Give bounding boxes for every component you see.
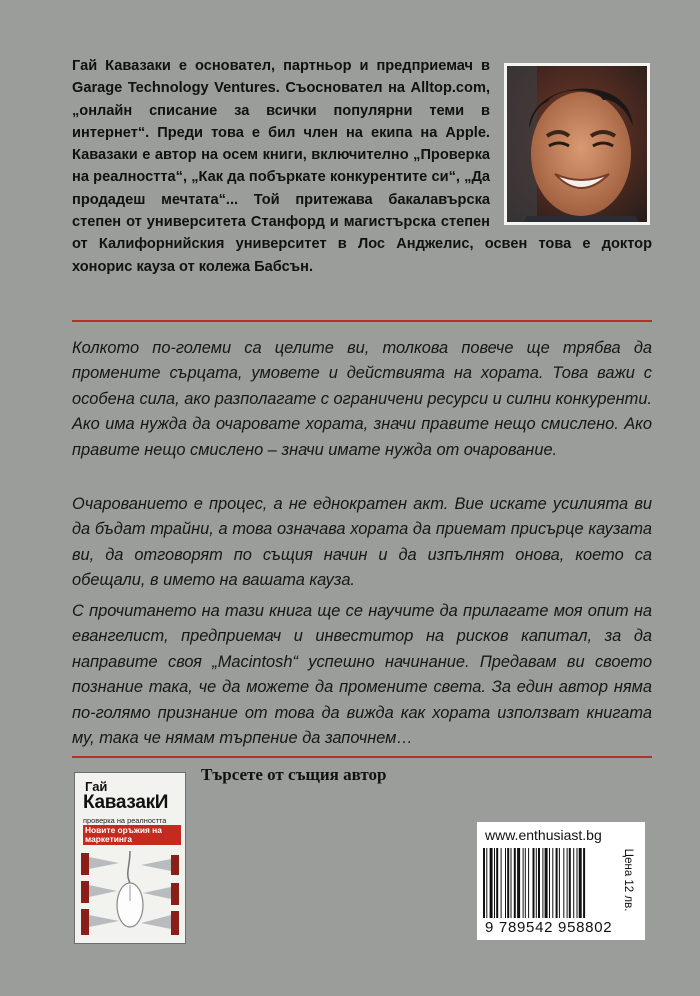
barcode-bar	[486, 848, 487, 918]
related-book-author-first: Гай	[85, 779, 108, 794]
barcode-bar	[559, 848, 560, 918]
publisher-url[interactable]: www.enthusiast.bg	[485, 827, 602, 843]
isbn-number: 9 789542 958802	[485, 919, 613, 936]
knives-and-mouse-illustration	[75, 847, 186, 944]
barcode-bar	[496, 848, 498, 918]
barcode-bar	[563, 848, 564, 918]
barcode-bar	[569, 848, 571, 918]
red-divider-top	[72, 320, 652, 322]
author-portrait-image	[507, 66, 647, 222]
related-book-title: Новите оръжия на маркетинга	[83, 825, 181, 845]
barcode-bar	[552, 848, 553, 918]
barcode-bar	[542, 848, 543, 918]
barcode-bar	[505, 848, 506, 918]
author-photo	[504, 63, 650, 225]
barcode-bar	[501, 848, 502, 918]
barcode-bar	[577, 848, 578, 918]
description-paragraph-3: С прочитането на тази книга ще се научите да прилагате моя опит на евангелист, предприемач и инвеститор на рисков капитал, за да направите своя „Macintosh“ успешно начинание. Предавам ви своето познание така, че да можете да промените света. За един автор няма по-голямо признание от това да вижда как хората използват книгата му, така че нямам търпение да започнем…	[72, 602, 652, 748]
barcode-bar	[523, 848, 524, 918]
barcode-bar	[494, 848, 495, 918]
related-book-author-last: КавазакИ	[83, 792, 169, 813]
related-book-subtitle: проверка на реалността	[83, 816, 167, 825]
barcode-bar	[583, 848, 585, 918]
barcode-bar	[528, 848, 529, 918]
description-paragraph-2: Очарованието е процес, а не еднократен акт. Вие искате усилията ви да бъдат трайни, а това означава хората да приемат присърце каузата ви, да отговорят по същия начин и да изпълнят онова, което са обещали, в името на вашата кауза.	[72, 495, 652, 590]
isbn-barcode	[483, 848, 615, 918]
barcode-bar	[514, 848, 516, 918]
barcode-bar	[556, 848, 558, 918]
barcode-bar	[483, 848, 485, 918]
barcode-bar	[536, 848, 537, 918]
same-author-heading: Търсете от същия автор	[201, 765, 387, 784]
barcode-bar	[525, 848, 526, 918]
barcode-bar	[545, 848, 548, 918]
author-bio	[72, 55, 652, 278]
related-book-cover[interactable]	[74, 772, 186, 944]
barcode-bar	[533, 848, 535, 918]
author-bio-text: Гай Кавазаки е основател, партньор и предприемач в Garage Technology Ventures. Съосновател на Alltop.com, „онлайн списание за всички популярни теми в интернет“. Преди това е бил член на екипа на Apple. Кавазаки е автор на осем книги, включително „Проверка на реалността“, „Как да побъркате конкурентите си“, „Да продадеш мечтата“... Той притежава бакалавърска степен от университета Станфорд и магистърска степен от Калифорнийския университет в Лос Анджелис, освен това е доктор хонорис кауза от колежа Бабсън.	[72, 58, 652, 275]
barcode-bar	[579, 848, 582, 918]
barcode-bar	[507, 848, 509, 918]
barcode-bar	[567, 848, 568, 918]
barcode-bar	[490, 848, 493, 918]
barcode-panel	[477, 822, 645, 940]
description-paragraph-1: Колкото по-големи са целите ви, толкова повече ще трябва да промените сърцата, умовете и действията на хората. Това важи с особена сила, ако разполагате с ограничени ресурси и силни конкуренти. Ако има нужда да очаровате хората, значи правите нещо смислено. Ако правите нещо смислено – значи имате нужда от очарование.	[72, 339, 652, 459]
barcode-bar	[549, 848, 550, 918]
barcode-bar	[517, 848, 520, 918]
red-divider-bottom	[72, 756, 652, 758]
barcode-bar	[573, 848, 574, 918]
barcode-bar	[511, 848, 512, 918]
barcode-bar	[538, 848, 540, 918]
price-label: Цена 12 лв.	[622, 848, 634, 912]
